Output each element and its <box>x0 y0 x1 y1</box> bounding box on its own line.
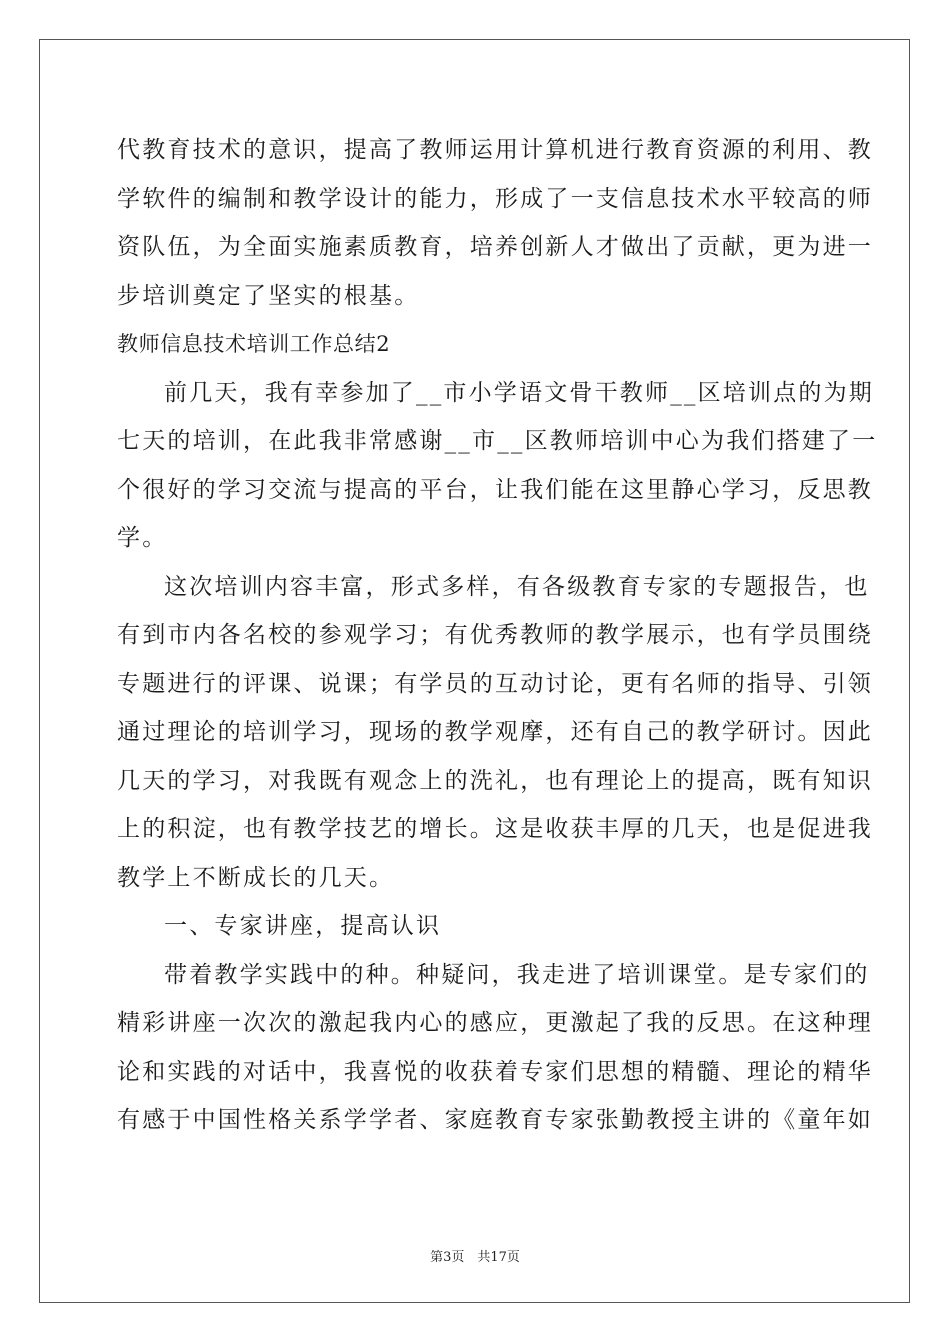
text-line: 专题进行的评课、说课；有学员的互动讨论，更有名师的指导、引领 <box>117 670 873 697</box>
text-line: 步培训奠定了坚实的根基。 <box>117 282 420 309</box>
paragraph-first-line: 前几天，我有幸参加了__市小学语文骨干教师__区培训点的为期 <box>164 379 874 406</box>
text-line: 学软件的编制和教学设计的能力，形成了一支信息技术水平较高的师 <box>117 185 873 212</box>
text-line: 教学上不断成长的几天。 <box>117 864 395 891</box>
text-line: 学。 <box>117 525 168 551</box>
text-line: 几天的学习，对我既有观念上的洗礼，也有理论上的提高，既有知识 <box>117 767 873 794</box>
text-line: 有感于中国性格关系学学者、家庭教育专家张勤教授主讲的《童年如 <box>117 1107 873 1133</box>
text-line: 论和实践的对话中，我喜悦的收获着专家们思想的精髓、理论的精华 <box>117 1058 873 1085</box>
section-title: 教师信息技术培训工作总结2 <box>117 332 391 356</box>
paragraph-first-line: 带着教学实践中的种。种疑问，我走进了培训课堂。是专家们的 <box>164 961 870 988</box>
paragraph-first-line: 这次培训内容丰富，形式多样，有各级教育专家的专题报告，也 <box>164 573 870 600</box>
text-line: 有到市内各名校的参观学习；有优秀教师的教学展示，也有学员围绕 <box>117 622 873 648</box>
text-line: 上的积淀，也有教学技艺的增长。这是收获丰厚的几天，也是促进我 <box>117 816 873 842</box>
text-line: 代教育技术的意识，提高了教师运用计算机进行教育资源的利用、教 <box>117 137 873 163</box>
document-body <box>117 126 878 1145</box>
text-line: 个很好的学习交流与提高的平台，让我们能在这里静心学习，反思教 <box>117 476 873 503</box>
text-line: 资队伍，为全面实施素质教育，培养创新人才做出了贡献，更为进一 <box>117 234 873 260</box>
text-line: 通过理论的培训学习，现场的教学观摩，还有自己的教学研讨。因此 <box>117 719 873 745</box>
subheading: 一、专家讲座，提高认识 <box>164 913 442 939</box>
text-line: 精彩讲座一次次的激起我内心的感应，更激起了我的反思。在这种理 <box>117 1010 873 1036</box>
text-line: 七天的培训，在此我非常感谢__市__区教师培训中心为我们搭建了一 <box>117 428 878 454</box>
page-number: 第3页 共17页 <box>430 1250 520 1265</box>
